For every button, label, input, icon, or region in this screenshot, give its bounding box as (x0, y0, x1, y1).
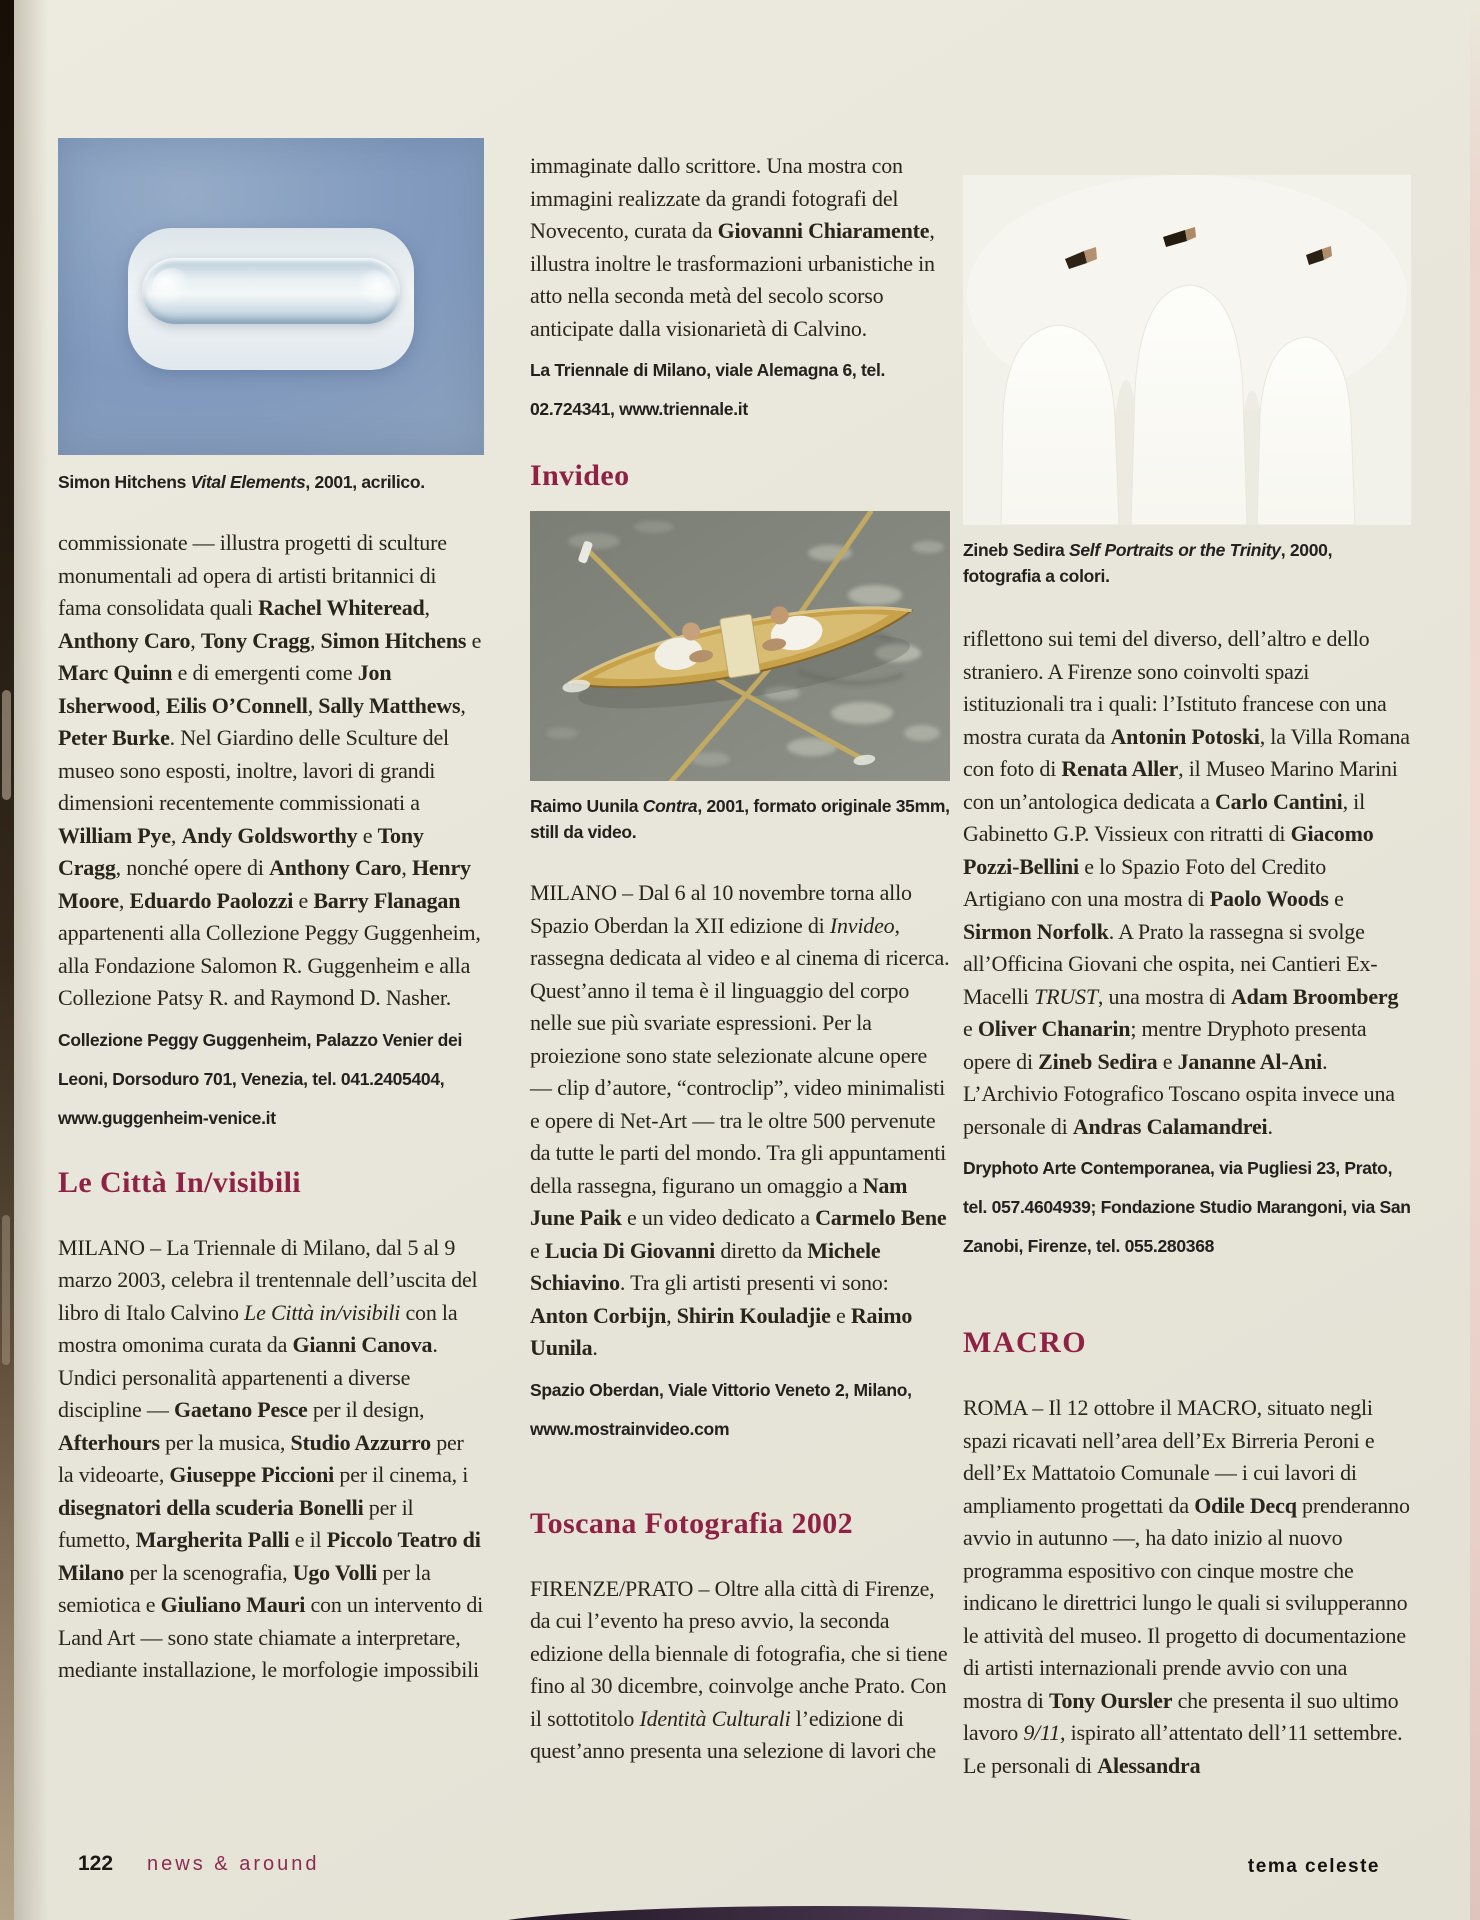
venue-address-dryphoto: Dryphoto Arte Contemporanea, via Pugliesi 23, Prato, tel. 057.4604939; Fondazione Studio Marangoni, via San Zanobi, Firenze, tel. 055.280368 (963, 1158, 1411, 1256)
figure-caption-contra: Raimo Uunila Contra, 2001, formato originale 35mm, still da video. (530, 796, 950, 842)
footer-left (78, 1852, 319, 1876)
column-right (963, 175, 1411, 1782)
article-paragraph-invideo: MILANO – Dal 6 al 10 novembre torna allo Spazio Oberdan la XII edizione di Invideo, rassegna dedicata al video e al cinema di ricerca. Quest’anno il tema è il linguaggio del corpo nelle sue più svariate espressioni. Per la proiezione sono state selezionate alcune opere — clip d’autore, “controclip”, video minimalisti e opere di Net-Art — tra le oltre 500 pervenute da tutte le parti del mondo. Tra gli appuntamenti della rassegna, figurano un omaggio a Nam June Paik e un video dedicato a Carmelo Bene e Lucia Di Giovanni diretto da Michele Schiavino. Tra gli artisti presenti vi sono: Anton Corbijn, Shirin Kouladjie e Raimo Uunila. (530, 880, 950, 1360)
page-edge-right (1470, 0, 1480, 1920)
figure-caption-vital-elements: Simon Hitchens Vital Elements, 2001, acrilico. (58, 472, 425, 492)
magazine-name: tema celeste (1247, 1856, 1380, 1877)
article-paragraph-macro: ROMA – Il 12 ottobre il MACRO, situato negli spazi ricavati nell’area dell’Ex Birreria Peroni e dell’Ex Mattatoio Comunale — i cui lavori di ampliamento progettati da Odile Decq prenderanno avvio in autunno —, ha dato inizio al nuovo programma espositivo con cinque mostre che indicano le direttrici lungo le quali si svilupperanno le attività del museo. Il progetto di documentazione di artisti internazionali prende avvio con una mostra di Tony Oursler che presenta il suo ultimo lavoro 9/11, ispirato all’attentato dell’11 settembre. Le personali di Alessandra (963, 1395, 1410, 1778)
artwork-trinity-photograph (963, 175, 1411, 525)
spine-shadow-fade (14, 0, 48, 1920)
venue-address-triennale: La Triennale di Milano, viale Alemagna 6, tel. 02.724341, www.triennale.it (530, 360, 886, 419)
column-middle (530, 150, 950, 1768)
section-heading-invideo: Invideo (530, 459, 630, 492)
pill-sculpture-shape (142, 258, 400, 324)
article-paragraph-toscana: FIRENZE/PRATO – Oltre alla città di Firenze, da cui l’evento ha preso avvio, la seconda edizione della biennale di fotografia, che si tiene fino al 30 dicembre, coinvolge anche Prato. Con il sottotitolo Identità Culturali l’edizione di quest’anno presenta una selezione di lavori che (530, 1575, 948, 1763)
artwork-contra-video-still (530, 511, 950, 781)
section-heading-toscana-fotografia: Toscana Fotografia 2002 (530, 1506, 854, 1540)
section-heading-macro: MACRO (963, 1326, 1088, 1359)
page-number: 122 (78, 1852, 114, 1875)
column-left (58, 138, 484, 1687)
section-heading-le-citta-invisibili: Le Città In/visibili (58, 1165, 302, 1199)
figure-caption-trinity: Zineb Sedira Self Portraits or the Trinity, 2000, fotografia a colori. (963, 540, 1333, 586)
artwork-vital-elements-image (58, 138, 484, 455)
article-paragraph-toscana-continua: riflettono sui temi del diverso, dell’altro e dello straniero. A Firenze sono coinvolti spazi istituzionali tra i quali: l’Istituto francese con una mostra curata da Antonin Potoski, la Villa Romana con foto di Renata Aller, il Museo Marino Marini con un’antologica dedicata a Carlo Cantini, il Gabinetto G.P. Vissieux con ritratti di Giacomo Pozzi-Bellini e lo Spazio Foto del Credito Artigiano con una mostra di Paolo Woods e Sirmon Norfolk. A Prato la rassegna si svolge all’Officina Giovani che ospita, nei Cantieri Ex-Macelli TRUST, una mostra di Adam Broomberg e Oliver Chanarin; mentre Dryphoto presenta opere di Zineb Sedira e Jananne Al-Ani. L’Archivio Fotografico Toscano ospita invece una personale di Andras Calamandrei. (963, 626, 1410, 1139)
article-paragraph-le-citta: MILANO – La Triennale di Milano, dal 5 al 9 marzo 2003, celebra il trentennale dell’uscita del libro di Italo Calvino Le Città in/visibili con la mostra omonima curata da Gianni Canova. Undici personalità appartenenti a diverse discipline — Gaetano Pesce per il design, Afterhours per la musica, Studio Azzurro per la videoarte, Giuseppe Piccioni per il cinema, i disegnatori della scuderia Bonelli per il fumetto, Margherita Palli e il Piccolo Teatro di Milano per la scenografia, Ugo Volli per la semiotica e Giuliano Mauri con un intervento di Land Art — sono state chiamate a interpretare, mediante installazione, le morfologie impossibili (58, 1234, 484, 1682)
article-paragraph-triennale: immaginate dallo scrittore. Una mostra con immagini realizzate da grandi fotografi del Novecento, curata da Giovanni Chiaramente, illustra inoltre le trasformazioni urbanistiche in atto nella seconda metà del secolo scorso anticipate dalla visionarietà di Calvino. (530, 153, 935, 341)
section-label: news & around (147, 1853, 320, 1875)
spine-light-streak (2, 690, 11, 800)
page-bottom-edge (468, 1906, 1172, 1920)
spine-light-streak (2, 1215, 10, 1365)
venue-address-guggenheim: Collezione Peggy Guggenheim, Palazzo Venier dei Leoni, Dorsoduro 701, Venezia, tel. 041.2405404, www.guggenheim-venice.it (58, 1029, 463, 1128)
article-paragraph-guggenheim: commissionate — illustra progetti di sculture monumentali ad opera di artisti britannici di fama consolidata quali Rachel Whiteread, Anthony Caro, Tony Cragg, Simon Hitchens e Marc Quinn e di emergenti come Jon Isherwood, Eilis O’Connell, Sally Matthews, Peter Burke. Nel Giardino delle Sculture del museo sono esposti, inoltre, lavori di grandi dimensioni recentemente commissionati a William Pye, Andy Goldsworthy e Tony Cragg, nonché opere di Anthony Caro, Henry Moore, Eduardo Paolozzi e Barry Flanagan appartenenti alla Collezione Peggy Guggenheim, alla Fondazione Salomon R. Guggenheim e alla Collezione Patsy R. and Raymond D. Nasher. (58, 530, 482, 1010)
book-spine-shadow (0, 0, 14, 1920)
venue-address-spazio-oberdan: Spazio Oberdan, Viale Vittorio Veneto 2, Milano, www.mostrainvideo.com (530, 1379, 912, 1439)
